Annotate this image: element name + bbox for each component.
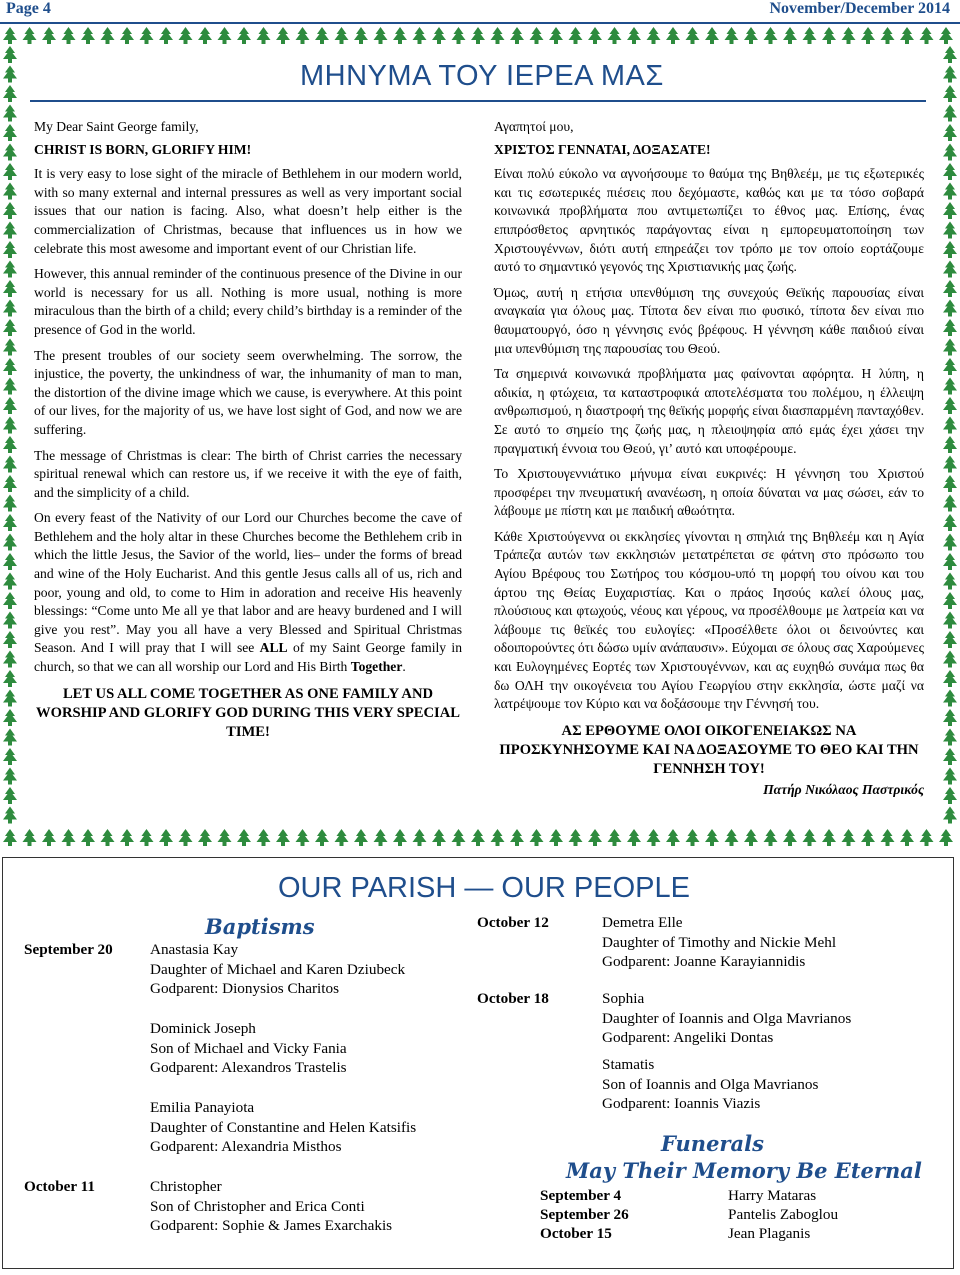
paragraph-text: of my Saint George family in church, so that we can all worship our Lord and His Birth [34,640,462,675]
tree-ornament [943,514,957,531]
tree-ornament [179,829,193,846]
tree-ornament [3,358,17,375]
tree-ornament [569,27,583,44]
funeral-name: Harry Mataras [728,1187,817,1204]
tree-ornament [3,222,17,239]
tree-ornament [3,85,17,102]
tree-ornament [608,829,622,846]
tree-ornament [296,829,310,846]
funeral-date: September 26 [540,1206,629,1223]
tree-ornament [3,417,17,434]
tree-ornament [943,124,957,141]
tree-ornament [943,592,957,609]
tree-ornament [943,690,957,707]
tree-ornament [3,397,17,414]
tree-ornament [3,124,17,141]
tree-ornament [588,27,602,44]
tree-ornament [943,300,957,317]
tree-ornament [335,829,349,846]
tree-ornament [452,829,466,846]
tree-ornament [3,27,17,44]
tree-ornament [943,709,957,726]
tree-ornament [920,27,934,44]
english-paragraph [34,509,462,676]
tree-ornament [3,319,17,336]
tree-ornament [943,163,957,180]
tree-ornament [3,553,17,570]
tree-ornament [647,27,661,44]
tree-ornament [237,829,251,846]
parents: Daughter of Ioannis and Olga Mavrianos [602,1009,852,1027]
tree-ornament [179,27,193,44]
tree-ornament [822,27,836,44]
tree-ornament [120,829,134,846]
tree-ornament [943,436,957,453]
tree-ornament [81,829,95,846]
tree-ornament [120,27,134,44]
godparent: Godparent: Dionysios Charitos [150,980,339,998]
tree-ornament [744,829,758,846]
tree-ornament [943,729,957,746]
tree-ornament [842,829,856,846]
emphasis-together: Together [350,659,403,675]
tree-ornament [3,456,17,473]
tree-ornament [276,27,290,44]
tree-ornament [705,27,719,44]
tree-ornament [803,829,817,846]
tree-ornament [3,300,17,317]
child-name: Anastasia Kay [150,941,239,958]
greek-paragraph: Τα σημερινά κοινωνικά προβλήματα μας φαίνονται αφόρητα. Η λύπη, η αδικία, η φτώχεια, τα καταστροφικά αποτελέσματα του πολέμου, η έλλειψη ανθρωπισμού, η διαστροφή της θεϊκής μορφής είναι διασπαρμένη πανταχόθεν. Σε αυτό το σημείο της ζωής μας, η πλειοψηφία από εμάς έχει χάσει την πραγματική έννοια του Θεού, γι’ αυτό και υποφέρουμε. [494,366,924,456]
greek-closing: ΑΣ ΕΡΘΟΥΜΕ ΟΛΟΙ ΟΙΚΟΓΕΝΕΙΑΚΩΣ ΝΑ ΠΡΟΣΚΥΝΗΣΟΥΜΕ ΚΑΙ ΝΑ ΔΟΞΑΣΟΥΜΕ ΤΟ ΘΕΟ ΚΑΙ ΤΗΝ ΓΕΝΝΗΣΗ ΤΟΥ! [499,722,919,777]
tree-ornament [943,397,957,414]
child-name: Christopher [150,1178,222,1195]
tree-ornament [140,829,154,846]
tree-ornament [42,829,56,846]
funeral-row [540,1205,838,1225]
priest-signature: Πατήρ Νικόλαος Παστρικός [763,781,924,797]
tree-ornament [943,807,957,824]
tree-ornament [101,829,115,846]
tree-ornament [198,27,212,44]
tree-ornament [647,829,661,846]
tree-ornament [764,829,778,846]
tree-ornament [943,787,957,804]
tree-ornament [943,631,957,648]
tree-ornament [943,319,957,336]
tree-ornament [3,183,17,200]
tree-ornament [943,670,957,687]
tree-ornament [943,456,957,473]
tree-ornament [686,829,700,846]
tree-ornament [198,829,212,846]
tree-ornament [3,202,17,219]
tree-ornament [666,829,680,846]
tree-ornament [471,27,485,44]
tree-ornament [237,27,251,44]
godparent: Godparent: Alexandros Trastelis [150,1059,347,1077]
issue-date: November/December 2014 [769,0,950,17]
tree-ornament [627,27,641,44]
title-rule [30,100,926,102]
tree-ornament [530,27,544,44]
tree-ornament [3,787,17,804]
tree-ornament [3,163,17,180]
tree-ornament [822,829,836,846]
tree-ornament [218,27,232,44]
tree-ornament [588,829,602,846]
tree-ornament [3,261,17,278]
tree-ornament [3,651,17,668]
tree-ornament [3,66,17,83]
english-paragraph: However, this annual reminder of the continuous presence of the Divine in our world is necessary for us all. Nothing is more usual, nothing is more miraculous than the birth of a child; every child’s birthday is a reminder of the presence of God in the world. [34,266,462,337]
tree-ornament [530,829,544,846]
parents: Daughter of Constantine and Helen Katsifis [150,1118,417,1136]
tree-ornament [354,829,368,846]
tree-ornament [627,829,641,846]
tree-ornament [276,829,290,846]
tree-ornament [62,27,76,44]
tree-ornament [62,829,76,846]
tree-ornament [3,807,17,824]
baptism-entry [150,1098,416,1157]
child-name: Dominick Joseph [150,1020,256,1037]
tree-ornament [296,27,310,44]
child-name: Demetra Elle [602,914,683,931]
tree-ornament [159,829,173,846]
tree-ornament [943,573,957,590]
tree-ornament [943,66,957,83]
english-closing: LET US ALL COME TOGETHER AS ONE FAMILY AND WORSHIP AND GLORIFY GOD DURING THIS VERY SPECIAL TIME! [36,685,460,740]
tree-ornament [803,27,817,44]
greek-headline: ΧΡΙΣΤΟΣ ΓΕΝΝΑΤΑΙ, ΔΟΞΑΣΑΤΕ! [494,141,711,157]
baptism-date: September 20 [24,941,113,958]
tree-ornament [943,339,957,356]
funeral-row [540,1186,816,1206]
baptism-entry [150,1019,347,1078]
child-name: Emilia Panayiota [150,1099,255,1116]
tree-ornament [3,748,17,765]
funerals-subtitle: May Their Memory Be Eternal [566,1158,922,1183]
tree-ornament [549,27,563,44]
tree-ornament [3,280,17,297]
tree-ornament [943,378,957,395]
parish-section-title: OUR PARISH — OUR PEOPLE [278,872,690,904]
tree-ornament [432,27,446,44]
tree-ornament [666,27,680,44]
tree-ornament [943,261,957,278]
godparent: Godparent: Joanne Karayiannidis [602,953,806,971]
tree-ornament [569,829,583,846]
tree-ornament [943,651,957,668]
tree-ornament [374,829,388,846]
godparent: Godparent: Angeliki Dontas [602,1029,774,1047]
baptisms-heading: Baptisms [205,914,315,939]
greek-paragraph: Είναι πολύ εύκολο να αγνοήσουμε το θαύμα της Βηθλεέμ, με τις εξωτερικές και τις εσωτερικές πιέσεις που δεχόμαστε, καθώς και με τα τόσο σοβαρά κοινωνικά προβλήματα που αντιμετωπίζει το έθνος μας. Επίσης, ένας επιπρόσθετος αρνητικός παράγοντας είναι η εμπορευματοποίηση των Χριστουγέννων, διότι αυτή επηρεάζει τον τρόπο με τον οποίο εορτάζουμε αυτό το σημαντικό γεγονός της Χριστιανικής μας ζωής. [494,166,924,275]
tree-ornament [218,829,232,846]
tree-ornament [393,829,407,846]
tree-ornament [943,241,957,258]
tree-ornament [900,27,914,44]
tree-ornament [3,612,17,629]
baptism-entry [150,1177,392,1236]
tree-ornament [257,829,271,846]
parents: Son of Christopher and Erica Conti [150,1197,365,1215]
tree-ornament [413,27,427,44]
funeral-row [540,1224,810,1244]
english-paragraph: It is very easy to lose sight of the miracle of Bethlehem in our modern world, with so many external and internal pressures as well as very important social issues that our nation is facing. Also, what doesn’t help either is the commercialization of Christmas, because that influences us in how we celebrate this most awesome and important event of our Christian life. [34,166,462,256]
tree-ornament [471,829,485,846]
tree-ornament [3,573,17,590]
godparent: Godparent: Alexandria Misthos [150,1138,342,1156]
tree-ornament [842,27,856,44]
tree-ornament [783,27,797,44]
tree-ornament [900,829,914,846]
tree-ornament [510,27,524,44]
child-name: Stamatis [602,1056,655,1073]
tree-ornament [943,417,957,434]
tree-ornament [943,46,957,63]
tree-ornament [3,46,17,63]
tree-ornament [943,612,957,629]
funeral-name: Pantelis Zaboglou [728,1206,839,1223]
tree-ornament [257,27,271,44]
parents: Daughter of Michael and Karen Dziubeck [150,960,406,978]
greek-paragraph: Το Χριστουγεννιάτικο μήνυμα είναι ευκρινές: Η γέννηση του Χριστού προσφέρει την πνευματική ανανέωση, η οποία δύναται να μας σώσει, εάν το λάβουμε με πίστη και με παιδική αθωότητα. [494,466,924,519]
tree-ornament [23,829,37,846]
tree-ornament [861,27,875,44]
tree-ornament [413,829,427,846]
funerals-heading: Funerals [661,1131,764,1156]
tree-ornament [686,27,700,44]
english-paragraph: The message of Christmas is clear: The birth of Christ carries the necessary spiritual renewal which can restore us, if we receive it with the eye of faith, and the simplicity of a child. [34,447,462,500]
tree-ornament [943,748,957,765]
tree-ornament [943,280,957,297]
tree-ornament [432,829,446,846]
funeral-date: September 4 [540,1187,622,1204]
tree-ornament [725,829,739,846]
tree-ornament [744,27,758,44]
tree-ornament [920,829,934,846]
greek-paragraph: Όμως, αυτή η ετήσια υπενθύμιση της συνεχούς Θεϊκής παρουσίας είναι αναγκαία για όλους μας. Τίποτα δεν είναι πιο φυσικό, τίποτα δεν είναι πιο θαυματουργό, όσο η γέννησις ενός βρέφους. Η γέννηση κάθε παιδιού είναι μια υπενθύμιση της παρουσίας του Θεού. [494,284,924,356]
tree-ornament [3,495,17,512]
header-rule [0,22,960,24]
tree-ornament [3,241,17,258]
baptism-date: October 11 [24,1178,96,1195]
tree-ornament [3,144,17,161]
tree-ornament [783,829,797,846]
tree-ornament [608,27,622,44]
tree-ornament [393,27,407,44]
tree-ornament [101,27,115,44]
tree-ornament [549,829,563,846]
paragraph-text: On every feast of the Nativity of our Lord our Churches become the cave of Bethlehem and the holy altar in these Churches become the Bethlehem crib in which the little Jesus, the Savior of the world, lies– under the forms of bread and wine of the Holy Eucharist. And this gentle Jesus calls all of us, rich and poor, young and old, to come to Him in adoration and receive His heavenly blessings: “Come unto Me all ye that labor and are heavy burdened and I will give you rest”. May you all have a very Blessed and Spiritual Christmas Season. And I will pray that I will see [34,510,462,656]
tree-ornament [510,829,524,846]
tree-ornament [943,183,957,200]
english-greeting: My Dear Saint George family, [34,119,199,134]
greek-greeting: Αγαπητοί μου, [494,119,574,134]
tree-ornament [3,339,17,356]
baptism-entry [150,940,405,999]
tree-ornament [943,553,957,570]
tree-ornament [3,514,17,531]
tree-ornament [3,592,17,609]
page-number: Page 4 [6,0,51,17]
funeral-date: October 15 [540,1225,612,1242]
funeral-name: Jean Plaganis [728,1225,811,1242]
tree-ornament [3,670,17,687]
tree-ornament [943,358,957,375]
tree-ornament [315,829,329,846]
tree-ornament [3,631,17,648]
tree-ornament [335,27,349,44]
tree-ornament [3,729,17,746]
tree-ornament [943,475,957,492]
greek-paragraph: Κάθε Χριστούγεννα οι εκκλησίες γίνονται η σπηλιά της Βηθλεέμ και η Αγία Τράπεζα αυτών των εκκλησιών μετατρέπεται σε φάτνη στο πρόσωπο του Αγίου Βρέφους του Σωτήρος του κόσμου-υπό τη μορφή του οίνου και του άρτου της Θείας Ευχαριστίας. Και ο πράος Ιησούς καλεί όλους μας, πλούσιους και φτωχούς, νέους και γέρους, να προσέλθουμε με λατρεία και να λάβουμε τις θεϊκές του ευλογίες: «Προσέλθετε όλοι οι δεινούντες και οδοιπορούντες ότι δώσω υμίν ανάπαυσιν». Εύχομαι σε όλους σας Χαρούμενες και Ευλογημένες Εορτές των Χριστουγέννων, και ας ευχηθώ συνάμα πως θα δω ΟΛΗ την οικογένεια του Αγίου Γεωργίου στην εκκλησία, ώστε μαζί να λατρέψουμε τον Κύριο και να δοξάσουμε την Γέννησή του. [494,528,924,712]
tree-ornament [725,27,739,44]
tree-ornament [140,27,154,44]
tree-ornament [3,690,17,707]
emphasis-all: ALL [259,640,288,656]
tree-ornament [23,27,37,44]
tree-ornament [3,534,17,551]
english-headline: CHRIST IS BORN, GLORIFY HIM! [34,141,252,157]
parents: Son of Michael and Vicky Fania [150,1039,347,1057]
tree-ornament [3,829,17,846]
baptism-date: October 18 [477,990,549,1007]
tree-ornament [3,378,17,395]
parents: Son of Ioannis and Olga Mavrianos [602,1075,819,1093]
tree-ornament [943,495,957,512]
baptism-entry [602,913,836,972]
godparent: Godparent: Sophie & James Exarchakis [150,1217,393,1235]
godparent: Godparent: Ioannis Viazis [602,1095,761,1113]
page-title: ΜΗΝΥΜΑ ΤΟΥ ΙΕΡΕΑ ΜΑΣ [300,60,664,92]
greek-message-column [494,118,924,806]
tree-ornament [81,27,95,44]
tree-ornament [42,27,56,44]
tree-ornament [3,709,17,726]
tree-ornament [705,829,719,846]
baptism-entry [602,1055,818,1114]
tree-ornament [943,85,957,102]
paragraph-text: . [402,659,406,675]
tree-ornament [315,27,329,44]
tree-ornament [939,27,953,44]
tree-ornament [943,222,957,239]
tree-ornament [943,144,957,161]
tree-ornament [491,27,505,44]
tree-ornament [943,534,957,551]
tree-ornament [943,202,957,219]
tree-ornament [881,829,895,846]
tree-ornament [939,829,953,846]
tree-ornament [881,27,895,44]
tree-ornament [3,105,17,122]
tree-ornament [861,829,875,846]
baptism-date: October 12 [477,914,549,931]
tree-ornament [3,475,17,492]
tree-ornament [3,768,17,785]
tree-ornament [374,27,388,44]
child-name: Sophia [602,990,645,1007]
tree-ornament [764,27,778,44]
tree-ornament [3,436,17,453]
parents: Daughter of Timothy and Nickie Mehl [602,933,837,951]
baptism-entry [602,989,851,1048]
tree-ornament [943,768,957,785]
tree-ornament [354,27,368,44]
tree-ornament [159,27,173,44]
english-paragraph: The present troubles of our society seem overwhelming. The sorrow, the injustice, the poverty, the unkindness of war, the inhumanity of man to man, the distortion of the divine image which we cause, is everywhere. At this point of our lives, for the majority of us, we have lost sight of God, and now we are suffering. [34,347,462,437]
tree-ornament [452,27,466,44]
english-message-column [34,118,462,749]
tree-ornament [943,105,957,122]
tree-ornament [491,829,505,846]
